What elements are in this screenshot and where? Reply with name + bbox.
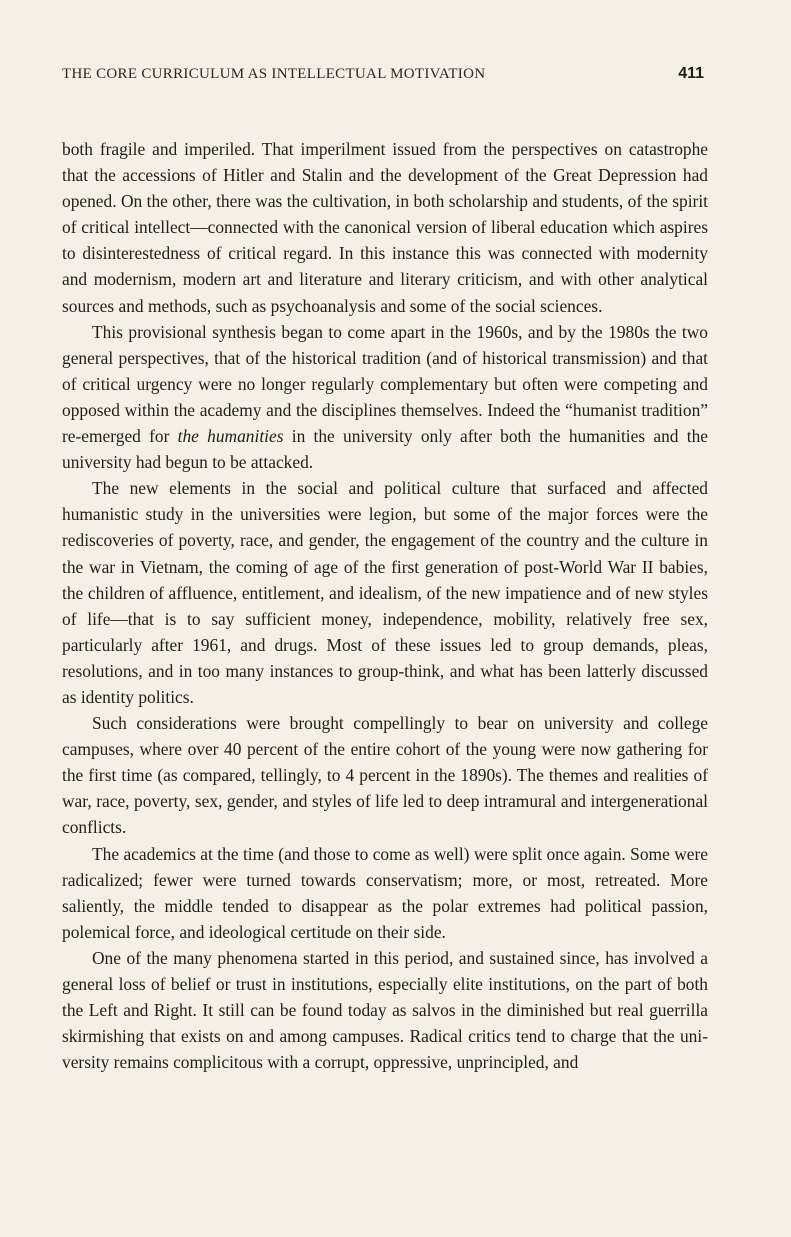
paragraph-text-before-emphasis: This provisional synthesis began to come apart in the 1960s, and by the 1980s the two general perspectives, that of the historical tradition (and of historical transmission) and that of critical urgency were no longer regularly complementary but often were competing and opposed within the academy and the disciplines themselves. Indeed the “humanist tradition” re-emerged for	[62, 321, 708, 447]
paragraph-provisional-synthesis	[62, 319, 708, 476]
paragraph-continued: both fragile and imperiled. That imperilment issued from the perspectives on catastrophe that the accessions of Hitler and Stalin and the development of the Great Depression had opened. On the other, there was the cultivation, in both scholarship and students, of the spirit of critical intellect—connected with the canonical version of liberal education which aspires to disinterestedness of critical regard. In this instance this was connected with modernity and modernism, modern art and literature and literary criticism, and with other analytical sources and methods, such as psychoanalysis and some of the social sciences.	[62, 139, 708, 316]
paragraph-loss-of-belief: One of the many phenomena started in this period, and sustained since, has involved a general loss of belief or trust in institutions, especially elite institutions, on the part of both the Left and Right. It still can be found today as salvos in the diminished but real guerrilla skirmishing that exists on and among campuses. Radical critics tend to charge that the university remains complicitous with a corrupt, oppressive, unprincipled, and	[62, 947, 708, 1073]
running-title: THE CORE CURRICULUM AS INTELLECTUAL MOTIVATION	[62, 66, 486, 82]
running-head	[62, 66, 714, 90]
paragraph-text-after-emphasis: in the university only after both the humanities and the university had begun to be attacked.	[62, 426, 708, 473]
paragraph-such-considerations: Such considerations were brought compellingly to bear on university and college campuses, where over 40 percent of the entire cohort of the young were now gathering for the first time (as compared, tellingly, to 4 percent in the 1890s). The themes and realities of war, race, poverty, sex, gender, and styles of life led to deep intramural and intergenerational conflicts.	[62, 713, 708, 838]
body-text	[62, 136, 708, 1075]
paragraph-new-elements: The new elements in the social and political culture that surfaced and affected humanistic study in the universities were legion, but some of the major forces were the rediscoveries of poverty, race, and gender, the engagement of the country and the culture in the war in Vietnam, the coming of age of the first generation of post-World War II babies, the children of affluence, entitlement, and idealism, of the new impatience and of new styles of life—that is to say sufficient money, independence, mobility, relatively free sex, particularly after 1961, and drugs. Most of these issues led to group demands, pleas, resolutions, and in too many instances to group-think, and what has been latterly discussed as identity politics.	[62, 478, 708, 707]
paragraph-academics-split: The academics at the time (and those to come as well) were split once again. Some were radicalized; fewer were turned towards conservatism; more, or most, retreated. More saliently, the middle tended to disappear as the polar extremes had political passion, polemical force, and ideological certitude on their side.	[62, 843, 708, 942]
page-number: 411	[678, 65, 704, 82]
emphasis-the-humanities: the humanities	[177, 426, 284, 447]
